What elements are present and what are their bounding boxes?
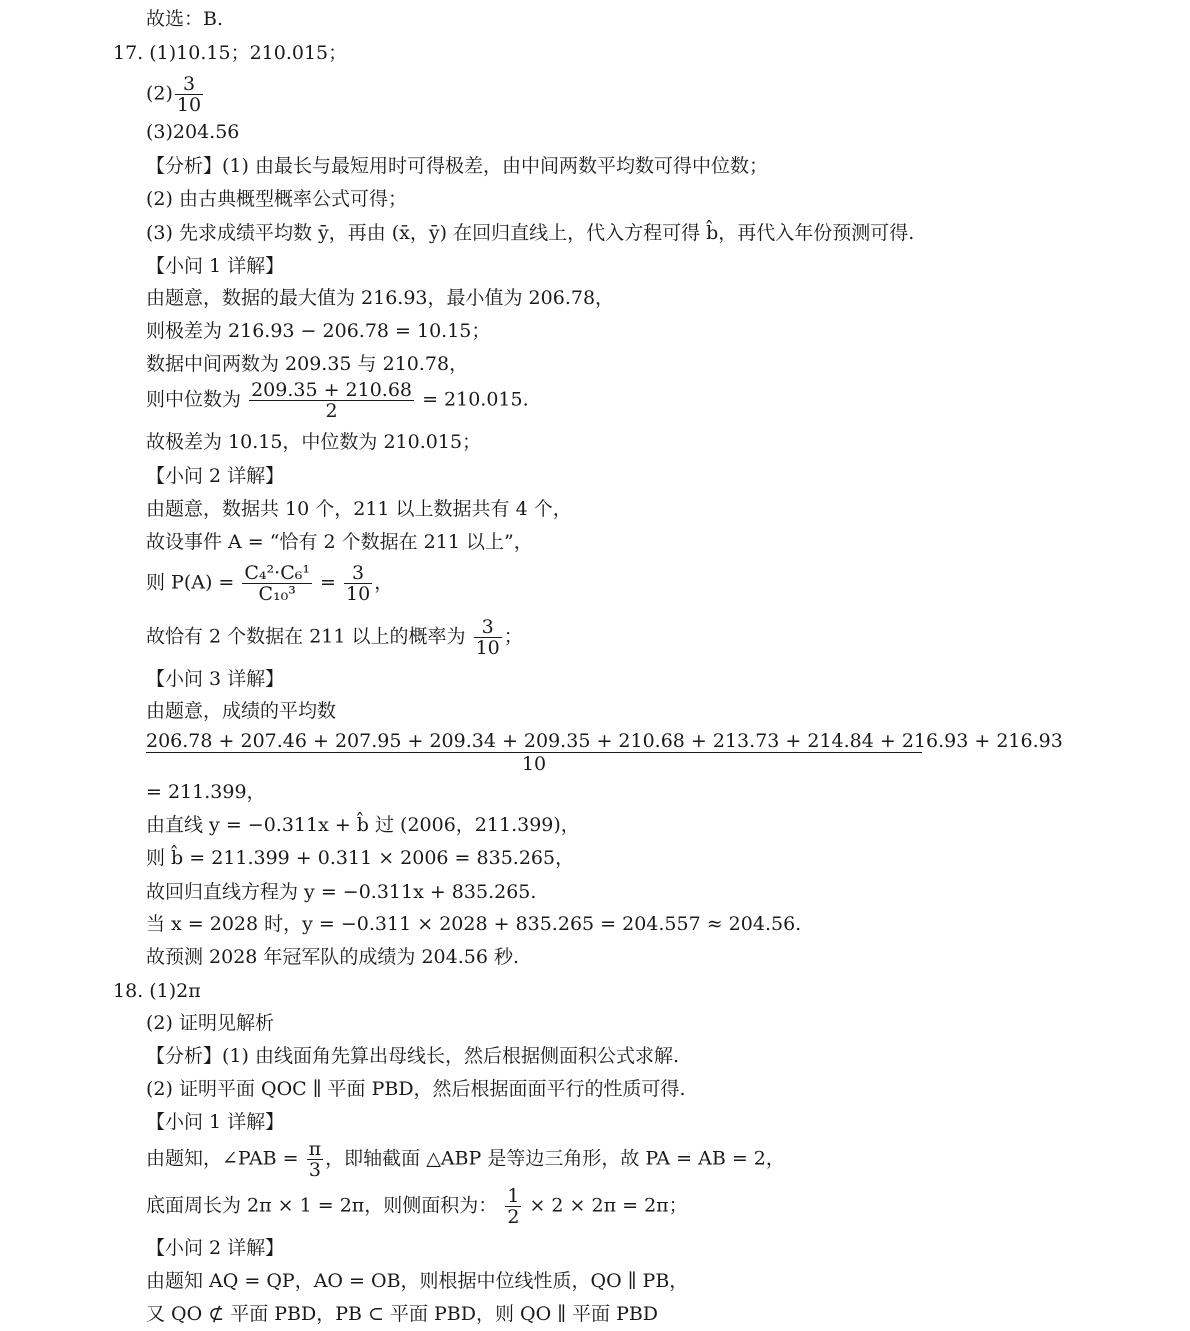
comma: ， <box>374 571 394 594</box>
q17-part1-heading: 【小问 1 详解】 <box>146 255 285 277</box>
fraction-denominator: 2 <box>507 1206 520 1228</box>
fraction-denominator: C₁₀³ <box>258 583 296 605</box>
q17-answer-2 <box>146 74 205 115</box>
q17-part3-line5: 当 x = 2028 时，y = −0.311 × 2028 + 835.265 = 204.557 ≈ 204.56. <box>146 913 802 935</box>
combination-fraction <box>242 563 312 604</box>
median-fraction <box>249 380 414 421</box>
q17-part3-line4: 故回归直线方程为 y = −0.311x + 835.265. <box>146 881 537 903</box>
median-text: 则中位数为 <box>146 388 242 411</box>
q18-answer-1: 18. (1)2π <box>113 980 201 1002</box>
q18-part1-line2 <box>146 1186 688 1227</box>
q18-analysis-2: (2) 证明平面 QOC ∥ 平面 PBD，然后根据面面平行的性质可得. <box>146 1078 686 1100</box>
fraction-numerator: 209.35 + 210.68 <box>251 379 413 401</box>
q17-part2-heading: 【小问 2 详解】 <box>146 465 285 487</box>
q18-analysis-1: 【分析】(1) 由线面角先算出母线长，然后根据侧面积公式求解. <box>146 1045 679 1067</box>
fraction-numerator: C₄²·C₆¹ <box>244 562 310 584</box>
q17-answer-3: (3)204.56 <box>146 121 240 143</box>
perimeter-text: 底面周长为 2π × 1 = 2π，则侧面积为： <box>146 1194 498 1217</box>
fraction-numerator: 3 <box>474 617 502 638</box>
area-result: × 2 × 2π = 2π； <box>529 1194 688 1217</box>
angle-text: 由题知，∠PAB = <box>146 1147 299 1170</box>
fraction-denominator: 10 <box>176 94 202 116</box>
q17-analysis-1: 【分析】(1) 由最长与最短用时可得极差，由中间两数平均数可得中位数； <box>146 155 768 177</box>
q17-part3-conclusion: 故预测 2028 年冠军队的成绩为 204.56 秒. <box>146 946 520 968</box>
equals-sign: = <box>320 571 336 594</box>
probability-label: 则 P(A) = <box>146 571 235 594</box>
fraction-denominator: 10 <box>346 583 371 605</box>
q17-part3-line3: 则 b̂ = 211.399 + 0.311 × 2006 = 835.265， <box>146 847 575 869</box>
fraction-1-2 <box>505 1186 521 1227</box>
q17-part1-line2: 则极差为 216.93 − 206.78 = 10.15； <box>146 320 491 342</box>
answer-line-prev: 故选：B. <box>146 8 224 30</box>
average-numerator: 206.78 + 207.46 + 207.95 + 209.34 + 209.35 + 210.68 + 213.73 + 214.84 + 216.93 + 216.93 <box>146 730 1063 752</box>
fraction-denominator: 2 <box>325 400 338 422</box>
q18-part2-line2: 又 QO ⊄ 平面 PBD，PB ⊂ 平面 PBD，则 QO ∥ 平面 PBD <box>146 1303 659 1325</box>
q17-answer-2-label: (2) <box>146 82 173 105</box>
fraction-pi-3 <box>307 1139 324 1180</box>
fraction-numerator: 3 <box>175 74 203 95</box>
q18-part1-heading: 【小问 1 详解】 <box>146 1111 285 1133</box>
q17-part3-line2: 由直线 y = −0.311x + b̂ 过 (2006，211.399)， <box>146 814 580 836</box>
semicolon: ； <box>503 625 523 648</box>
fraction-numerator: 1 <box>507 1185 520 1207</box>
probability-conclusion-text: 故恰有 2 个数据在 211 以上的概率为 <box>146 625 466 648</box>
q17-part3-heading: 【小问 3 详解】 <box>146 668 285 690</box>
q17-part2-line2: 故设事件 A = “恰有 2 个数据在 211 以上”， <box>146 531 533 553</box>
q17-part1-conclusion: 故极差为 10.15，中位数为 210.015； <box>146 431 482 453</box>
fraction-3-10 <box>175 74 203 115</box>
q17-part2-conclusion <box>146 617 523 658</box>
fraction-denominator: 3 <box>308 1159 321 1181</box>
q17-answer-1: 17. (1)10.15；210.015； <box>113 42 348 64</box>
q17-part1-line1: 由题意，数据的最大值为 216.93，最小值为 206.78， <box>146 287 615 309</box>
average-denominator: 10 <box>521 753 547 775</box>
q17-part1-median <box>146 380 529 421</box>
q18-answer-2: (2) 证明见解析 <box>146 1012 274 1034</box>
q18-part2-line1: 由题知 AQ = QP，AO = OB，则根据中位线性质，QO ∥ PB， <box>146 1270 689 1292</box>
q17-part3-average: = 211.399， <box>146 781 266 803</box>
q18-part1-line1 <box>146 1139 785 1180</box>
triangle-text: ，即轴截面 △ABP 是等边三角形，故 PA = AB = 2， <box>325 1147 785 1170</box>
fraction-3-10 <box>344 563 372 604</box>
median-result: = 210.015. <box>422 388 529 411</box>
q17-analysis-3: (3) 先求成绩平均数 ȳ，再由 (x̄，ȳ) 在回归直线上，代入方程可得 b̂，再代入年份预测可得. <box>146 222 915 244</box>
q18-part2-heading: 【小问 2 详解】 <box>146 1237 285 1259</box>
q17-part1-line3: 数据中间两数为 209.35 与 210.78， <box>146 353 469 375</box>
average-fraction <box>146 730 1063 775</box>
fraction-numerator: π <box>308 1138 322 1160</box>
q17-part3-line1: 由题意，成绩的平均数 <box>146 700 337 722</box>
q17-part2-probability <box>146 563 393 604</box>
fraction-3-10 <box>474 617 502 658</box>
q17-part2-line1: 由题意，数据共 10 个，211 以上数据共有 4 个， <box>146 498 572 520</box>
q17-analysis-2: (2) 由古典概型概率公式可得； <box>146 188 407 210</box>
fraction-numerator: 3 <box>344 563 372 584</box>
fraction-denominator: 10 <box>475 637 500 659</box>
